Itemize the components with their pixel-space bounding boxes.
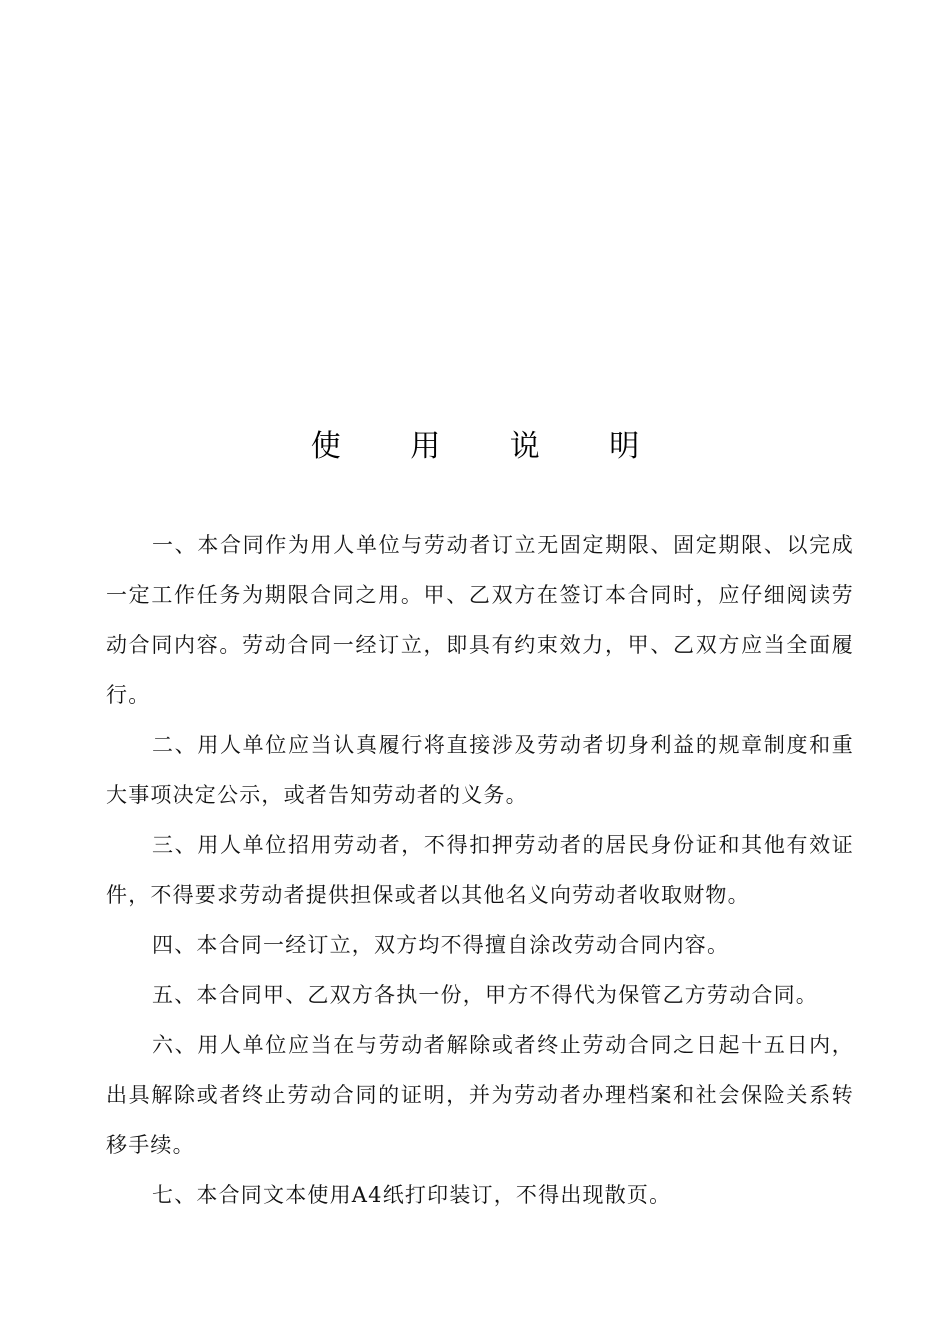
page-title: 使 用 说 明: [310, 429, 670, 464]
instruction-paragraph-2: 二、用人单位应当认真履行将直接涉及劳动者切身利益的规章制度和重大事项决定公示，或者告知劳动者的义务。: [106, 733, 854, 807]
instruction-paragraph-1: 一、本合同作为用人单位与劳动者订立无固定期限、固定期限、以完成一定工作任务为期限合同之用。甲、乙双方在签订本合同时，应仔细阅读劳动合同内容。劳动合同一经订立，即具有约束效力，甲、乙双方应当全面履行。: [106, 533, 854, 707]
instruction-paragraph-3: 三、用人单位招用劳动者，不得扣押劳动者的居民身份证和其他有效证件，不得要求劳动者提供担保或者以其他名义向劳动者收取财物。: [106, 833, 854, 907]
instruction-paragraph-6: 六、用人单位应当在与劳动者解除或者终止劳动合同之日起十五日内，出具解除或者终止劳动合同的证明，并为劳动者办理档案和社会保险关系转移手续。: [106, 1033, 854, 1157]
instruction-paragraph-5: 五、本合同甲、乙双方各执一份，甲方不得代为保管乙方劳动合同。: [152, 983, 818, 1007]
instruction-paragraph-4: 四、本合同一经订立，双方均不得擅自涂改劳动合同内容。: [152, 933, 730, 957]
instruction-paragraph-7: 七、本合同文本使用A4纸打印装订，不得出现散页。: [152, 1183, 672, 1207]
instructions-body: [106, 520, 854, 1220]
